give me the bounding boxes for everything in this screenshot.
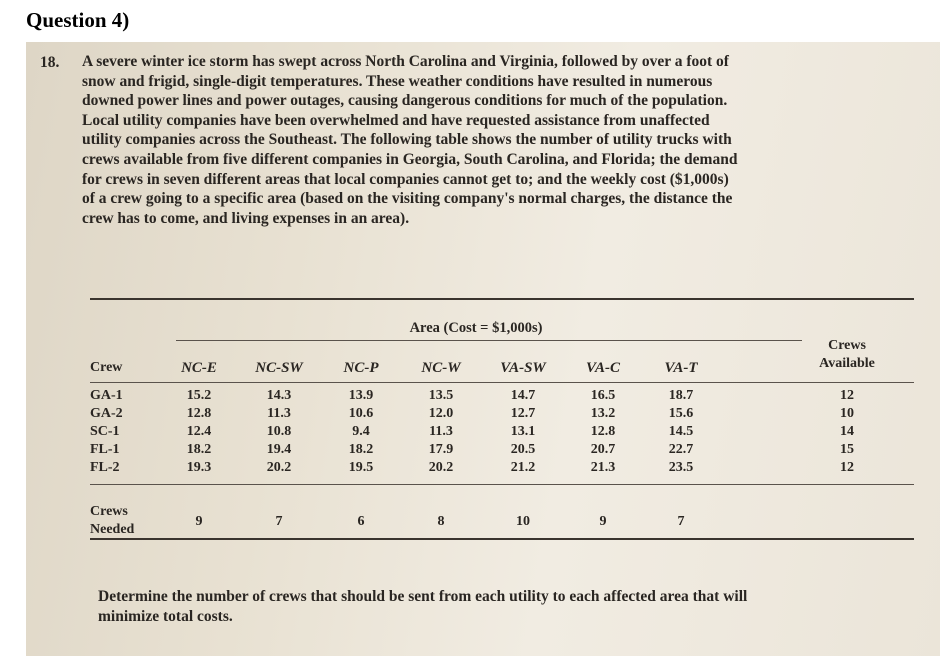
paragraph-line: utility companies across the Southeast. The following table shows the number of utility trucks with: [82, 131, 732, 149]
area-header-nc-sw: NC-SW: [255, 360, 303, 376]
crews-needed-cell: 9: [195, 514, 203, 529]
cost-cell: 12.7: [510, 406, 536, 421]
cost-cell: 11.3: [429, 424, 453, 439]
cost-cell: 14.3: [266, 388, 292, 403]
cost-cell: 23.5: [668, 460, 694, 475]
cost-cell: 20.2: [266, 460, 292, 475]
crews-available-cell: 14: [840, 424, 854, 439]
cost-cell: 15.2: [186, 388, 212, 403]
area-header-nc-e: NC-E: [181, 360, 217, 376]
cost-cell: 19.5: [348, 460, 374, 475]
cost-cell: 21.3: [590, 460, 616, 475]
cost-cell: 14.7: [510, 388, 536, 403]
cost-cell: 21.2: [510, 460, 536, 475]
crews-needed-cell: 10: [516, 514, 530, 529]
rows-bottom-rule: [90, 484, 914, 485]
crew-name: SC-1: [90, 424, 120, 439]
crews-needed-cell: 7: [677, 514, 685, 529]
cost-cell: 18.7: [668, 388, 694, 403]
paragraph-line: A severe winter ice storm has swept across North Carolina and Virginia, followed by over a foot of: [82, 53, 729, 70]
cost-cell: 10.8: [266, 424, 292, 439]
question-prompt: [98, 587, 928, 627]
table-top-rule: [90, 298, 914, 300]
area-underline: [176, 340, 802, 341]
area-header-va-sw: VA-SW: [500, 360, 546, 376]
cost-cell: 12.4: [186, 424, 212, 439]
cost-cell: 12.0: [428, 406, 454, 421]
crews-available-cell: 12: [840, 460, 854, 475]
crews-available-header: Available: [819, 356, 875, 371]
area-header-va-c: VA-C: [586, 360, 620, 376]
cost-cell: 22.7: [668, 442, 694, 457]
paragraph-line: for crews in seven different areas that local companies cannot get to; and the weekly cost ($1,000s): [82, 170, 729, 188]
problem-paragraph: [82, 52, 920, 228]
crews-available-cell: 15: [840, 442, 854, 457]
cost-cell: 14.5: [668, 424, 694, 439]
crews-needed-cell: 6: [357, 514, 365, 529]
crews-needed-label: Crews: [90, 504, 128, 519]
paragraph-line: snow and frigid, single-digit temperatures. These weather conditions have resulted in numerous: [82, 72, 713, 90]
header-rule: [90, 382, 914, 383]
crews-available-cell: 10: [840, 406, 854, 421]
crew-name: GA-2: [90, 406, 123, 421]
cost-cell: 13.9: [348, 388, 374, 403]
crew-header: Crew: [90, 360, 123, 375]
question-heading: Question 4): [26, 8, 130, 32]
cost-cell: 12.8: [590, 424, 616, 439]
cost-cell: 9.4: [352, 424, 370, 439]
crew-name: FL-1: [90, 442, 120, 457]
textbook-photo: [26, 42, 940, 656]
cost-cell: 16.5: [590, 388, 616, 403]
cost-cell: 15.6: [668, 406, 694, 421]
cost-cell: 13.1: [510, 424, 536, 439]
crew-name: FL-2: [90, 460, 120, 475]
paragraph-line: crews available from five different companies in Georgia, South Carolina, and Florida; the demand: [82, 150, 738, 168]
crew-name: GA-1: [90, 388, 123, 403]
cost-cell: 18.2: [348, 442, 374, 457]
cost-cell: 11.3: [267, 406, 291, 421]
cost-cell: 19.4: [266, 442, 292, 457]
crews-needed-cell: 9: [599, 514, 607, 529]
cost-cell: 17.9: [428, 442, 454, 457]
cost-cell: 19.3: [186, 460, 212, 475]
paragraph-line: downed power lines and power outages, causing dangerous conditions for much of the population.: [82, 92, 728, 110]
area-header-nc-w: NC-W: [421, 360, 461, 376]
paragraph-line: Local utility companies have been overwhelmed and have requested assistance from unaffected: [82, 111, 710, 129]
crews-available-cell: 12: [840, 388, 854, 403]
prompt-line: minimize total costs.: [98, 608, 233, 625]
cost-cell: 18.2: [186, 442, 212, 457]
crews-needed-cell: 8: [437, 514, 445, 529]
area-cost-title: Area (Cost = $1,000s): [409, 320, 543, 336]
cost-cell: 12.8: [186, 406, 212, 421]
cost-cell: 20.7: [590, 442, 616, 457]
cost-cell: 13.5: [428, 388, 454, 403]
prompt-line: Determine the number of crews that should be sent from each utility to each affected area that will: [98, 588, 748, 605]
paragraph-line: of a crew going to a specific area (based on the visiting company's normal charges, the distance the: [82, 190, 733, 208]
area-header-nc-p: NC-P: [343, 360, 379, 376]
cost-cell: 13.2: [590, 406, 616, 421]
crews-available-header: Crews: [828, 338, 866, 353]
problem-number: 18.: [40, 54, 60, 71]
cost-cell: 10.6: [348, 406, 374, 421]
cost-cell: 20.5: [510, 442, 536, 457]
crews-needed-cell: 7: [275, 514, 283, 529]
crews-needed-label: Needed: [90, 522, 135, 537]
table-bottom-rule: [90, 538, 914, 540]
area-header-va-t: VA-T: [664, 360, 698, 376]
paragraph-line: crew has to come, and living expenses in an area).: [82, 209, 410, 227]
cost-cell: 20.2: [428, 460, 454, 475]
